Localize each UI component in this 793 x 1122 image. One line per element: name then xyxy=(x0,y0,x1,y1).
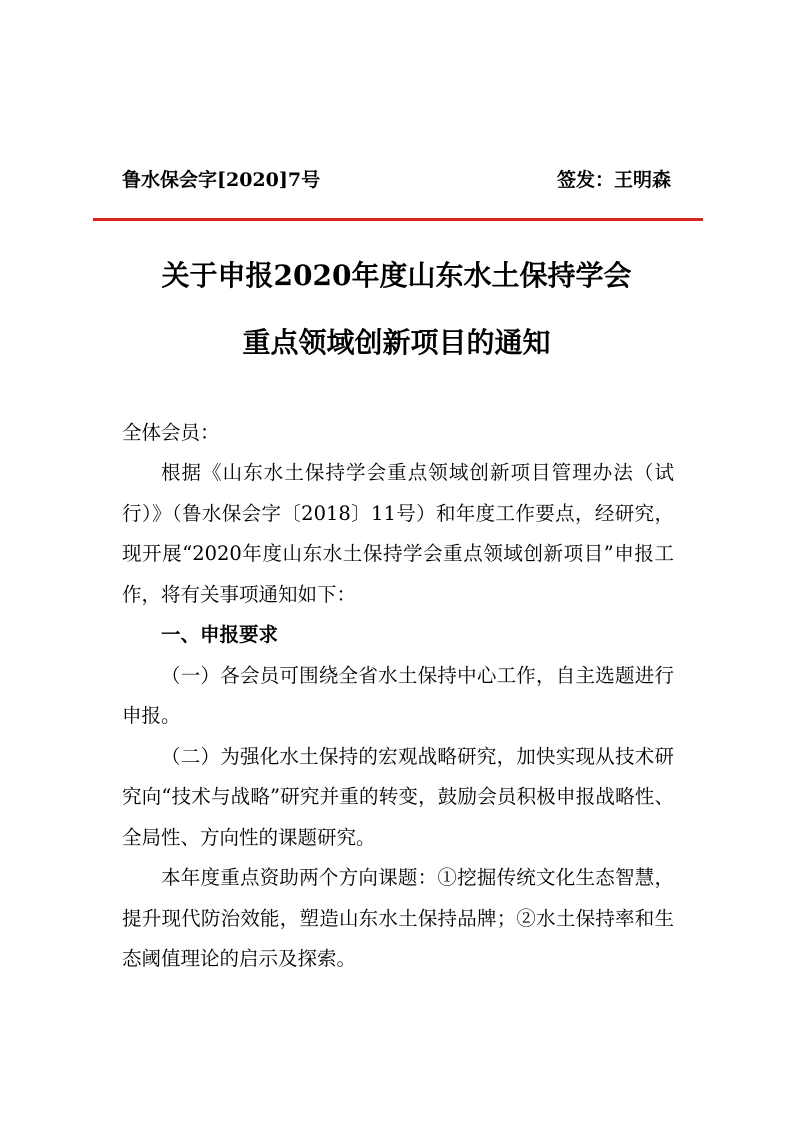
intro-paragraph: 根据《山东水土保持学会重点领域创新项目管理办法（试行）》（鲁水保会字〔2018〕11号）和年度工作要点，经研究，现开展“2020年度山东水土保持学会重点领域创新项目”申报工作，将有关事项通知如下： xyxy=(122,461,674,606)
red-divider-line xyxy=(93,218,703,221)
salutation: 全体会员： xyxy=(122,421,220,444)
requirement-paragraph-1: （一）各会员可围绕全省水土保持中心工作，自主选题进行申报。 xyxy=(122,663,674,727)
funding-directions-paragraph: 本年度重点资助两个方向课题：①挖掘传统文化生态智慧，提升现代防治效能，塑造山东水土保持品牌；②水土保持率和生态阈值理论的启示及探索。 xyxy=(122,866,674,970)
signer-block xyxy=(557,166,671,194)
requirement-paragraph-2: （二）为强化水土保持的宏观战略研究，加快实现从技术研究向“技术与战略”研究并重的转变，鼓励会员积极申报战略性、全局性、方向性的课题研究。 xyxy=(122,744,674,849)
document-title-line-2: 重点领域创新项目的通知 xyxy=(242,326,551,359)
document-title-line-1: 关于申报2020年度山东水土保持学会 xyxy=(161,259,632,292)
signer-label: 签发： xyxy=(556,169,614,191)
section-heading-requirements: 一、申报要求 xyxy=(161,623,279,646)
document-number: 鲁水保会字[2020]7号 xyxy=(122,169,321,191)
signer-name: 王明森 xyxy=(613,169,671,191)
document-body xyxy=(122,453,674,980)
document-header xyxy=(122,166,671,194)
